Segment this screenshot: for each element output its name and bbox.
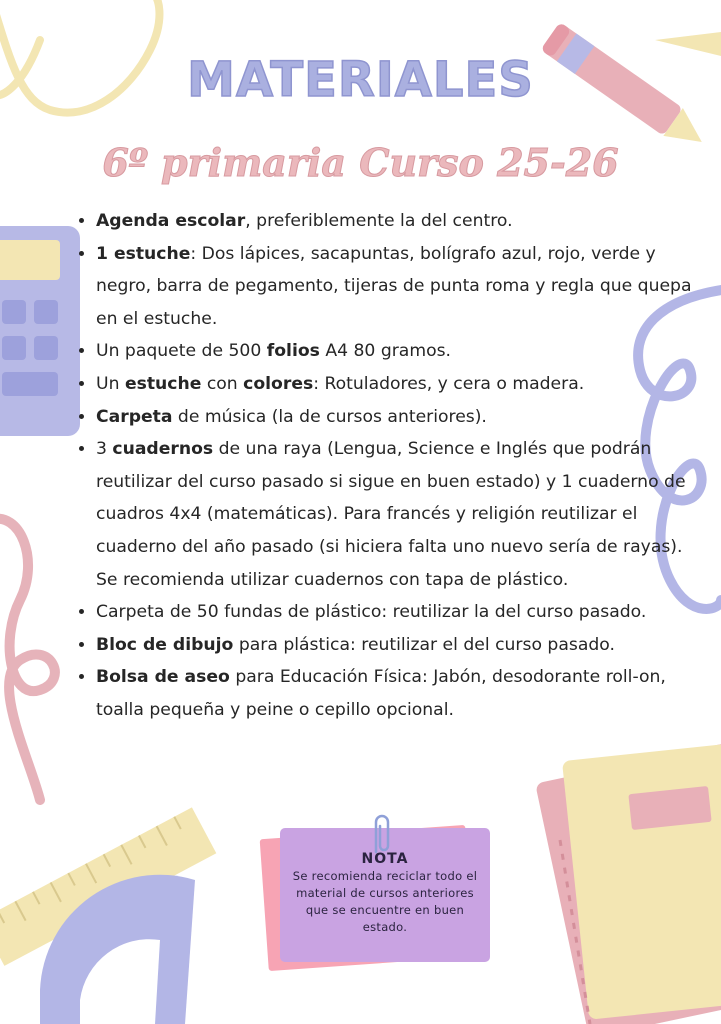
item-bold: folios <box>266 341 320 362</box>
item-text: 3 <box>96 439 113 460</box>
note-body: Se recomienda reciclar todo el material de cursos anteriores que se encuentre en buen estado. <box>292 869 478 934</box>
item-text: Un paquete de 500 <box>96 341 267 362</box>
note-title: NOTA <box>361 851 409 867</box>
calculator-icon <box>0 226 80 436</box>
page-subtitle: 6º primaria Curso 25-26 <box>102 140 619 185</box>
list-item <box>96 205 696 238</box>
list-item <box>96 629 696 662</box>
notebook-stack-icon <box>535 740 721 1024</box>
list-item <box>96 401 696 434</box>
item-bold: Carpeta <box>96 406 173 427</box>
list-item <box>96 433 696 596</box>
item-text: : Dos lápices, sacapuntas, bolígrafo azul, rojo, verde y negro, barra de pegamento, tijeras de punta roma y regla que quepa en el estuche. <box>96 243 692 329</box>
list-item <box>96 596 696 629</box>
item-bold: Bolsa de aseo <box>96 667 230 688</box>
item-text: Un <box>96 373 125 394</box>
item-bold: cuadernos <box>112 439 214 460</box>
list-item <box>96 335 696 368</box>
item-text: A4 80 gramos. <box>319 341 452 362</box>
item-text: de una raya (Lengua, Science e Inglés que podrán reutilizar del curso pasado si sigue en buen estado) y 1 cuaderno de cuadros 4x4 (matemáticas). Para francés y religión reutilizar el cuaderno del año pasado (si hiciera falta uno nuevo sería de rayas). Se recomienda utilizar cuadernos con tapa de plástico. <box>96 439 686 590</box>
item-text: : Rotuladores, y cera o madera. <box>313 373 585 394</box>
page-title: MATERIALES <box>187 52 534 108</box>
list-item <box>96 368 696 401</box>
materials-list <box>80 205 696 727</box>
item-bold: 1 estuche <box>96 243 191 264</box>
item-bold: colores <box>243 373 314 394</box>
item-bold: Agenda escolar <box>96 211 246 231</box>
item-text: para plástica: reutilizar el del curso pasado. <box>233 634 615 655</box>
item-text: de música (la de cursos anteriores). <box>172 406 487 427</box>
list-item <box>96 661 696 726</box>
item-text: con <box>201 373 244 394</box>
item-text: para Educación Física: Jabón, desodorante roll-on, toalla pequeña y peine o cepillo opcional. <box>96 667 666 720</box>
item-text: Carpeta de 50 fundas de plástico: reutilizar la del curso pasado. <box>96 602 647 623</box>
pink-scribble <box>0 519 55 800</box>
paperclip-icon <box>368 814 392 856</box>
item-bold: Bloc de dibujo <box>96 634 234 655</box>
item-bold: estuche <box>124 373 202 394</box>
item-text: , preferiblemente la del centro. <box>245 211 513 231</box>
list-item <box>96 238 696 336</box>
